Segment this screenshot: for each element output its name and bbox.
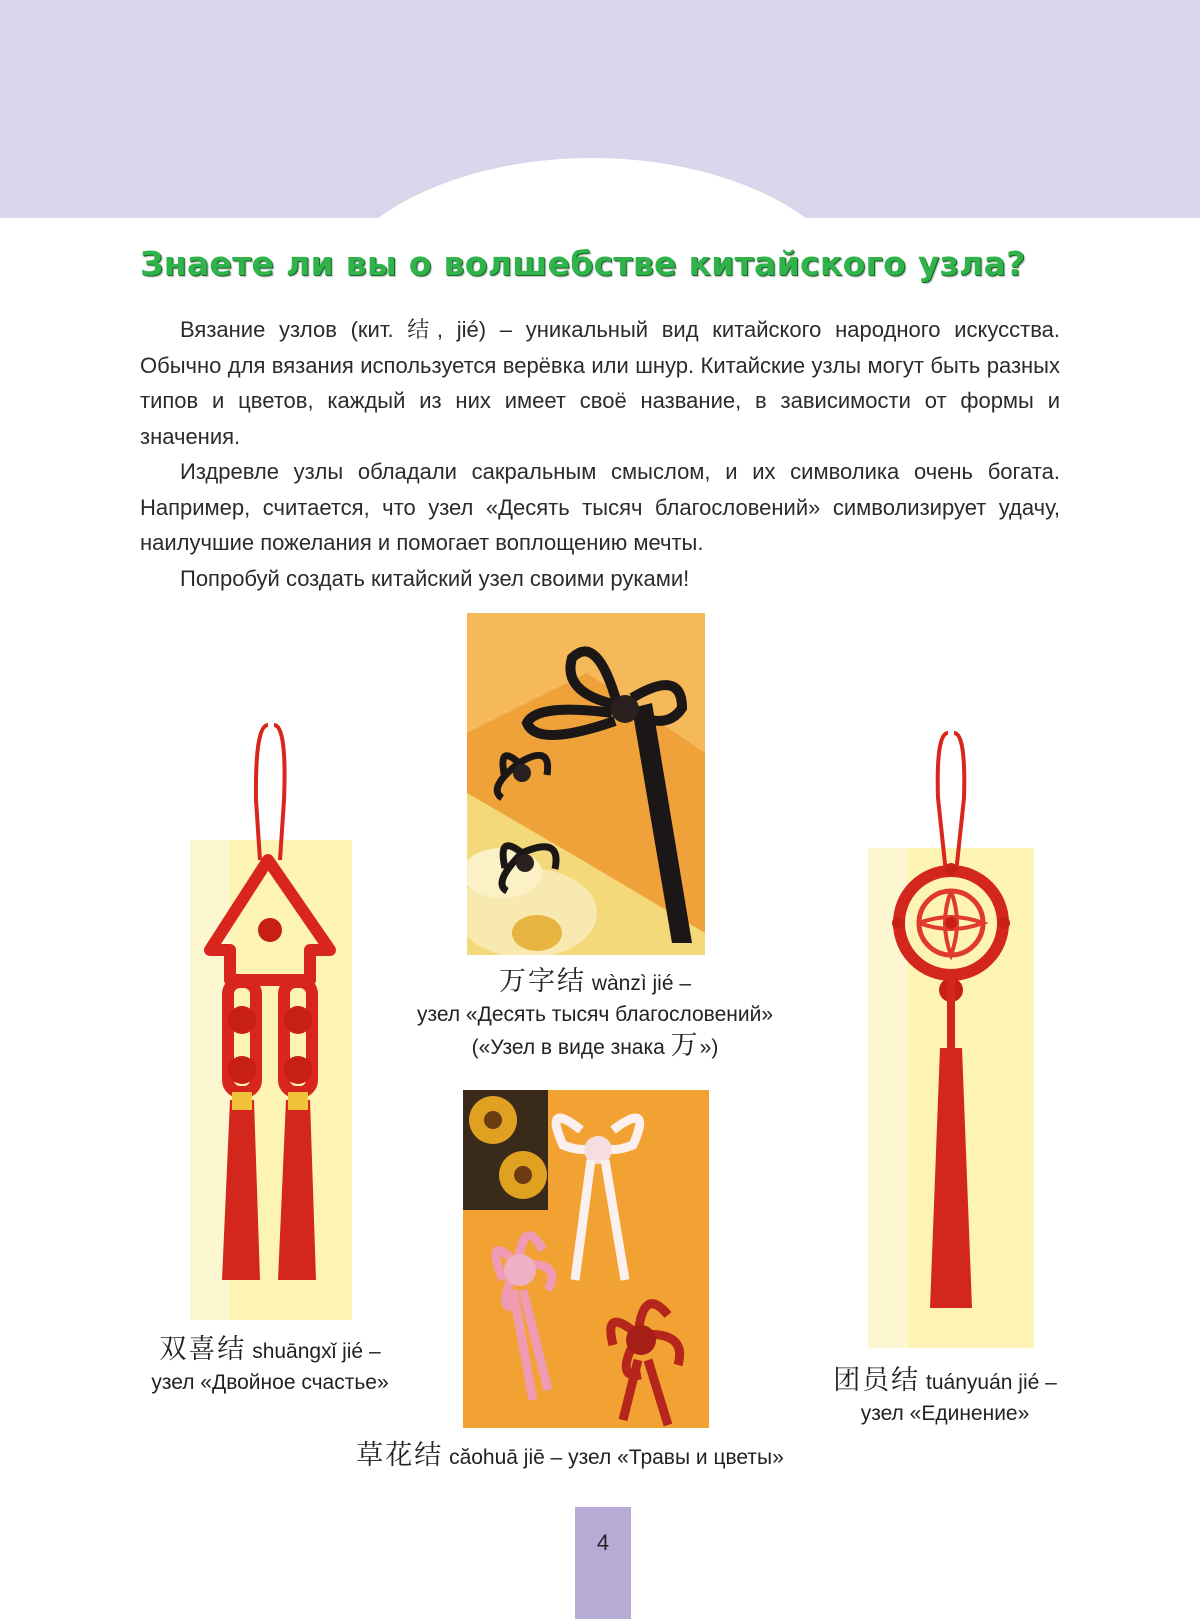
- page-title: Знаете ли вы о волшебстве китайского узла?: [140, 244, 1026, 283]
- paragraph-3: Попробуй создать китайский узел своими руками!: [180, 565, 690, 591]
- caohua-caption: [300, 1440, 840, 1473]
- paragraph-1: Вязание узлов (кит. 结, jié) – уникальный вид китайского народного искусства. Обычно для вязания используется верёвка или шнур. Китайские узлы могут быть разных типов и цветов, каждый из них имеет своё название, в зависимости от формы и значения.: [140, 317, 1060, 449]
- caohua-hanzi: 草花结: [356, 1440, 444, 1471]
- shuangxi-hanzi: 双喜结: [159, 1334, 247, 1365]
- shuangxi-name: узел «Двойное счастье»: [151, 1371, 389, 1394]
- wanzi-note-hanzi: 万: [670, 1030, 700, 1061]
- wanzi-pinyin: wànzì jié –: [591, 972, 692, 995]
- wanzi-knot-photo: [467, 613, 705, 955]
- tuanyuan-hanzi: 团员结: [833, 1365, 921, 1396]
- tuanyuan-name: узел «Единение»: [860, 1402, 1030, 1425]
- wanzi-note-post: »): [699, 1036, 719, 1059]
- page-number: 4: [596, 1530, 610, 1555]
- wanzi-caption: [380, 966, 810, 1063]
- caohua-knot-photo: [463, 1090, 709, 1428]
- body-text: [140, 312, 1060, 596]
- paragraph-2: Издревле узлы обладали сакральным смыслом, и их символика очень богата. Например, считается, что узел «Десять тысяч благословений» символизирует удачу, наилучшие пожелания и помогает воплощению мечты.: [140, 459, 1060, 555]
- shuangxi-caption: [120, 1334, 420, 1398]
- wanzi-note-pre: («Узел в виде знака: [471, 1036, 671, 1059]
- shuangxi-knot-photo: [190, 720, 352, 1320]
- tuanyuan-pinyin: tuányuán jié –: [926, 1371, 1057, 1394]
- tuanyuan-caption: [800, 1365, 1090, 1429]
- wanzi-name: узел «Десять тысяч благословений»: [416, 1003, 774, 1026]
- shuangxi-pinyin: shuāngxǐ jié –: [252, 1340, 381, 1363]
- tuanyuan-knot-photo: [868, 728, 1034, 1348]
- page-number-box: [575, 1507, 631, 1619]
- wanzi-hanzi: 万字结: [498, 966, 586, 997]
- caohua-pinyin: căohuā jiē – узел «Травы и цветы»: [449, 1446, 784, 1469]
